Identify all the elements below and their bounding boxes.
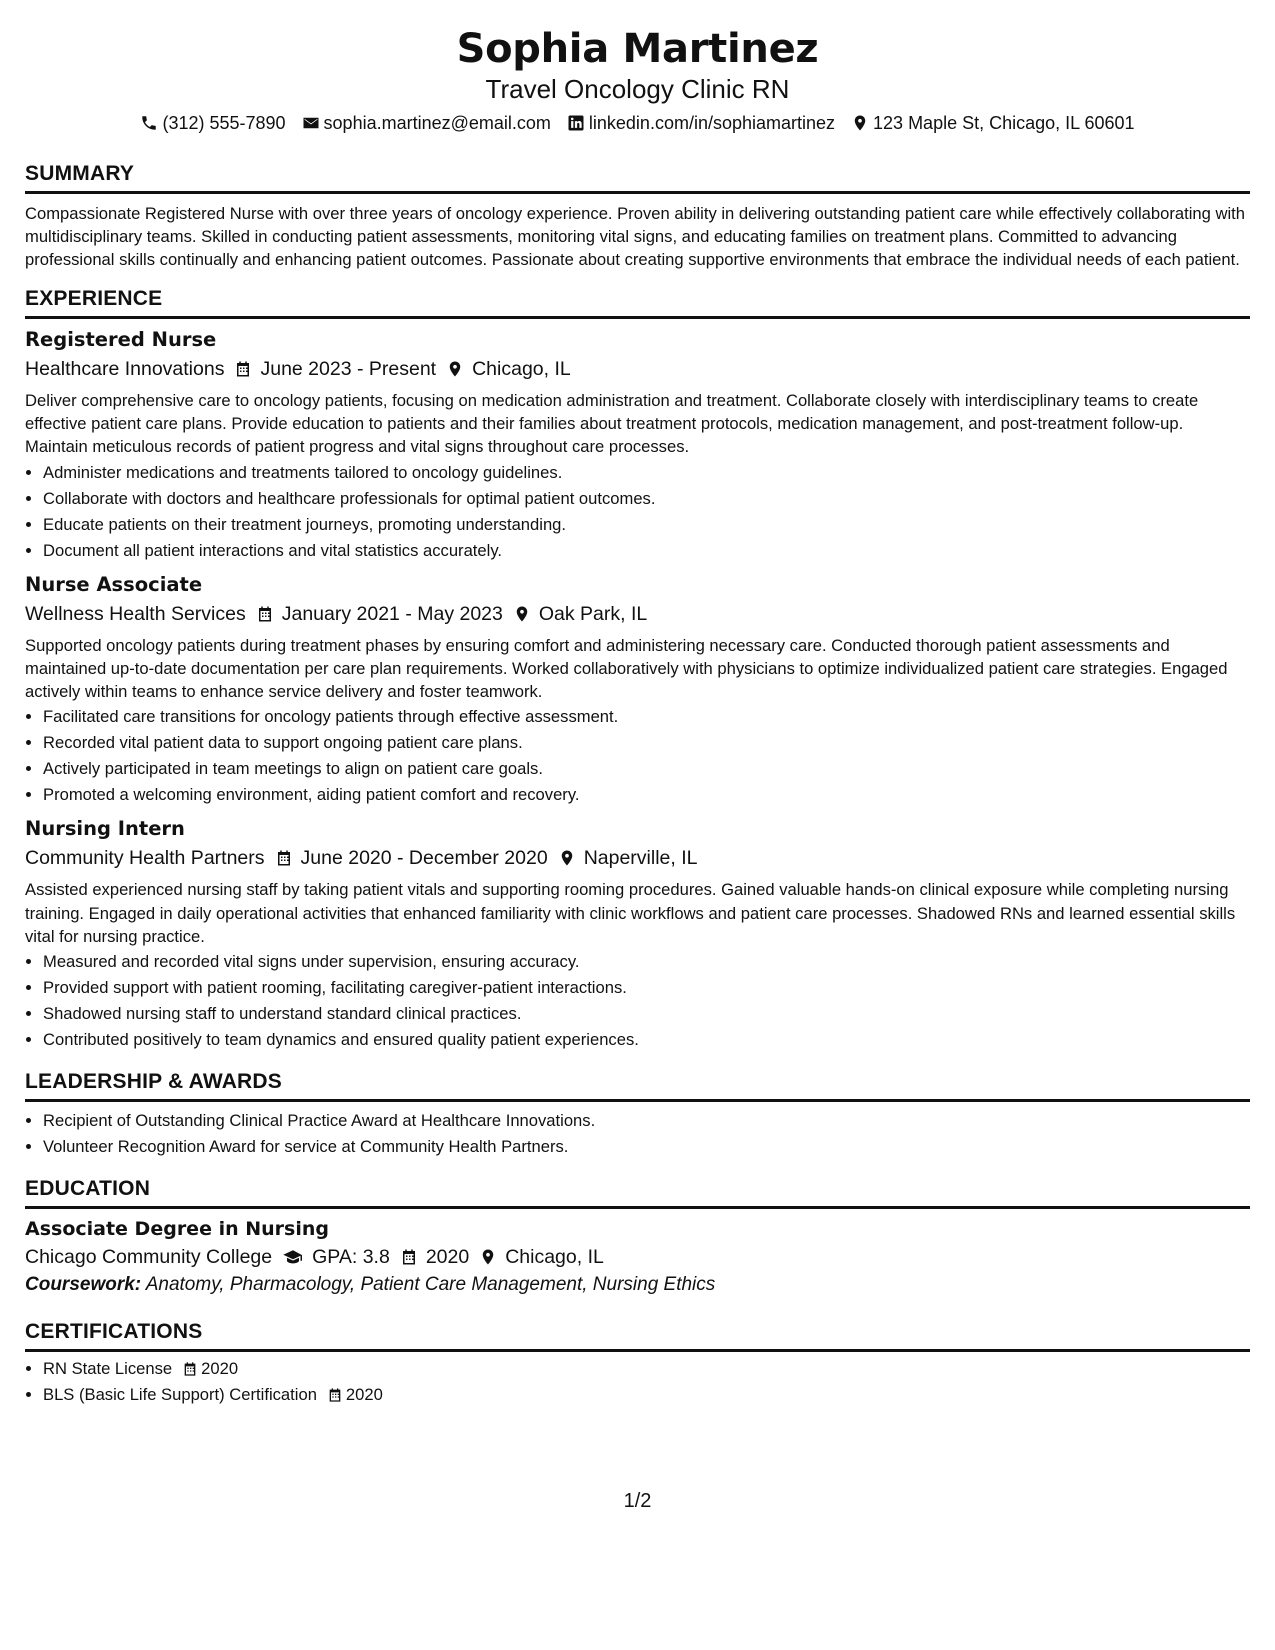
job-meta: [25, 600, 1250, 628]
page-number: 1/2: [623, 1490, 652, 1512]
education-school: Chicago Community College: [25, 1246, 273, 1269]
phone-icon: [140, 114, 158, 132]
leadership-section: [25, 1069, 1250, 1160]
job-location: Chicago, IL: [446, 355, 571, 383]
section-title-experience: EXPERIENCE: [25, 286, 1250, 319]
list-item: • Facilitated care transitions for oncology patients through effective assessment.: [43, 704, 1250, 730]
list-item: • Actively participated in team meetings to align on patient care goals.: [43, 756, 1250, 782]
job-meta: [25, 355, 1250, 383]
job-title: Nursing Intern: [25, 817, 185, 841]
linkedin-text: linkedin.com/in/sophiamartinez: [588, 113, 836, 133]
phone-text: (312) 555-7890: [162, 113, 286, 133]
education-gpa: GPA: 3.8: [282, 1243, 390, 1271]
envelope-icon: [302, 114, 320, 132]
education-meta: [25, 1243, 1250, 1271]
certification-list: [25, 1356, 1250, 1408]
job-company: Healthcare Innovations: [25, 357, 225, 380]
map-pin-icon: [851, 114, 869, 132]
job-company: Community Health Partners: [25, 847, 265, 870]
education-year: 2020: [400, 1243, 469, 1271]
calendar-icon: [400, 1248, 418, 1266]
experience-section: [25, 286, 1250, 1054]
calendar-icon: [234, 360, 252, 378]
list-item: • Administer medications and treatments tailored to oncology guidelines.: [43, 460, 1250, 486]
map-pin-icon: [479, 1248, 497, 1266]
list-item: • Recipient of Outstanding Clinical Practice Award at Healthcare Innovations.: [43, 1108, 1250, 1134]
calendar-icon: [182, 1361, 198, 1377]
contact-phone[interactable]: [140, 111, 285, 135]
job-dates: January 2021 - May 2023: [256, 600, 503, 628]
certification-date: 2020: [327, 1382, 383, 1408]
resume-page: [25, 0, 1250, 1650]
list-item: [43, 1382, 1250, 1408]
job-entry: [25, 325, 1250, 564]
email-text: sophia.martinez@email.com: [323, 113, 551, 133]
job-title: Nurse Associate: [25, 572, 203, 596]
list-item: • Volunteer Recognition Award for service at Community Health Partners.: [43, 1134, 1250, 1160]
graduation-cap-icon: [282, 1248, 304, 1266]
certification-date: 2020: [182, 1356, 238, 1382]
list-item: • Contributed positively to team dynamics and ensured quality patient experiences.: [43, 1027, 1250, 1053]
job-location: Oak Park, IL: [513, 600, 647, 628]
section-title-education: EDUCATION: [25, 1176, 1250, 1209]
job-dates: June 2023 - Present: [234, 355, 436, 383]
job-entry: [25, 814, 1250, 1053]
candidate-name: Sophia Martinez: [456, 26, 819, 72]
education-coursework: [25, 1271, 1250, 1299]
contact-bar: [25, 111, 1250, 135]
summary-text: Compassionate Registered Nurse with over three years of oncology experience. Proven ability in delivering outstanding patient care while effectively collaborating with multidisciplinary teams. Skilled in conducting patient assessments, monitoring vital signs, and educating families on treatment plans. Committed to advancing professional skills continually and enhancing patient outcomes. Passionate about creating supportive environments that embrace the individual needs of each patient.: [25, 204, 1245, 270]
list-item: • Educate patients on their treatment journeys, promoting understanding.: [43, 512, 1250, 538]
map-pin-icon: [446, 360, 464, 378]
list-item: [43, 1356, 1250, 1382]
list-item: • Measured and recorded vital signs under supervision, ensuring accuracy.: [43, 949, 1250, 975]
list-item: • Collaborate with doctors and healthcare professionals for optimal patient outcomes.: [43, 486, 1250, 512]
section-title-summary: SUMMARY: [25, 161, 1250, 194]
list-item: • Provided support with patient rooming, facilitating caregiver-patient interactions.: [43, 975, 1250, 1001]
contact-address: [851, 111, 1135, 135]
job-dates: June 2020 - December 2020: [275, 844, 548, 872]
leadership-bullets: [25, 1108, 1250, 1160]
education-location: Chicago, IL: [479, 1243, 604, 1271]
list-item: • Recorded vital patient data to support ongoing patient care plans.: [43, 730, 1250, 756]
job-bullets: [25, 949, 1250, 1053]
job-description: Assisted experienced nursing staff by taking patient vitals and supporting rooming procedures. Gained valuable hands-on clinical exposure while completing nursing training. Engaged in daily operational activities that enhanced familiarity with clinic workflows and patient care processes. Shadowed RNs and learned essential skills vital for nursing practice.: [25, 880, 1236, 946]
job-description: Supported oncology patients during treatment phases by ensuring comfort and administering necessary care. Conducted thorough patient assessments and maintained up-to-date documentation per care plan requirements. Worked collaboratively with physicians to optimize individualized patient care strategies. Engaged actively within teams to enhance service delivery and foster teamwork.: [25, 635, 1228, 702]
linkedin-icon: [567, 114, 585, 132]
job-title: Registered Nurse: [25, 327, 217, 351]
job-bullets: [25, 704, 1250, 808]
job-description: Deliver comprehensive care to oncology patients, focusing on medication administration and treatment. Collaborate closely with interdisciplinary teams to create effective patient care plans. Provide education to patients and their families about treatment protocols, medication management, and post-treatment follow-up. Maintain meticulous records of patient progress and vital signs throughout care processes.: [25, 390, 1199, 457]
job-company: Wellness Health Services: [25, 602, 246, 625]
calendar-icon: [275, 849, 293, 867]
summary-section: [25, 161, 1250, 272]
calendar-icon: [327, 1387, 343, 1403]
list-item: • Promoted a welcoming environment, aiding patient comfort and recovery.: [43, 782, 1250, 808]
certification-name: • BLS (Basic Life Support) Certification: [43, 1385, 317, 1405]
map-pin-icon: [513, 605, 531, 623]
job-entry: [25, 570, 1250, 809]
candidate-role: Travel Oncology Clinic RN: [485, 74, 790, 104]
education-degree: Associate Degree in Nursing: [25, 1218, 329, 1241]
section-title-leadership: LEADERSHIP & AWARDS: [25, 1069, 1250, 1102]
education-section: [25, 1176, 1250, 1299]
address-text: 123 Maple St, Chicago, IL 60601: [873, 113, 1135, 133]
job-bullets: [25, 460, 1250, 564]
contact-email[interactable]: [302, 111, 551, 135]
certification-name: • RN State License: [43, 1359, 173, 1379]
section-title-certifications: CERTIFICATIONS: [25, 1319, 1250, 1352]
calendar-icon: [256, 605, 274, 623]
list-item: • Document all patient interactions and vital statistics accurately.: [43, 538, 1250, 564]
contact-linkedin[interactable]: [567, 111, 835, 135]
certifications-section: [25, 1319, 1250, 1408]
job-meta: [25, 844, 1250, 872]
coursework-label: Coursework:: [25, 1274, 142, 1296]
map-pin-icon: [558, 849, 576, 867]
list-item: • Shadowed nursing staff to understand standard clinical practices.: [43, 1001, 1250, 1027]
coursework-text: Anatomy, Pharmacology, Patient Care Management, Nursing Ethics: [145, 1274, 716, 1296]
job-location: Naperville, IL: [558, 844, 698, 872]
